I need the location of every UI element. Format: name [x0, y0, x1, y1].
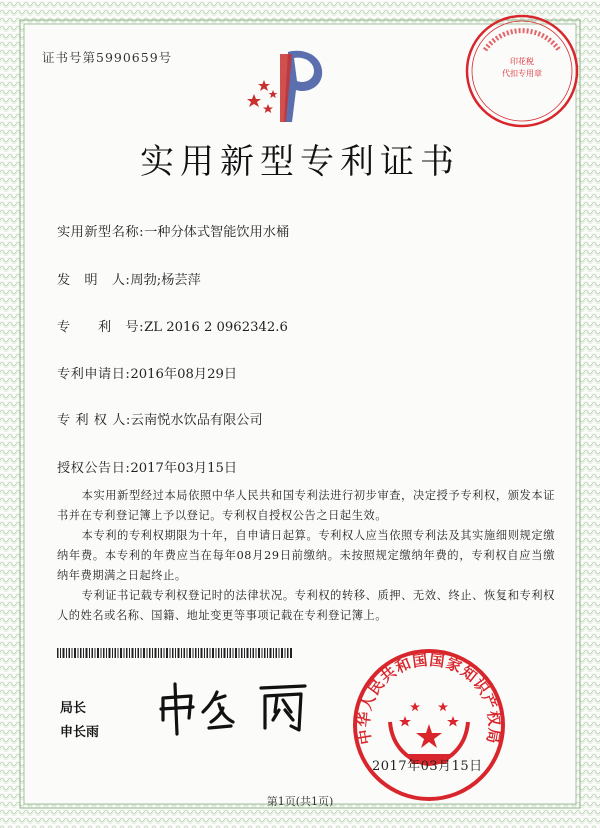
patent-number-row — [57, 316, 288, 335]
legal-paragraph-grant: 本实用新型经过本局依照中华人民共和国专利法进行初步审查，决定授予专利权，颁发本证书并在专利登记簿上予以登记。专利权自授权公告之日起生效。 — [57, 489, 555, 522]
issue-date: 2017年03月15日 — [372, 759, 483, 774]
inventor-label: 发 明 人: — [57, 273, 131, 288]
legal-text — [57, 486, 555, 626]
tax-stamp-seal-icon — [463, 12, 581, 130]
patent-number-value: ZL 2016 2 0962342.6 — [144, 320, 288, 335]
announcement-date-row — [57, 457, 237, 476]
svg-text:代扣专用章: 代扣专用章 — [502, 69, 542, 78]
director-block — [60, 697, 99, 745]
filing-date-label: 专利申请日: — [57, 367, 131, 382]
patentee-row — [57, 409, 263, 428]
page-title: 实用新型专利证书 — [140, 142, 460, 182]
svg-text:印花税: 印花税 — [510, 57, 534, 66]
official-seal-text: 中华人民共和国国家知识产权局 — [354, 650, 504, 746]
utility-model-name-row — [57, 221, 289, 240]
filing-date-value: 2016年08月29日 — [130, 367, 238, 382]
director-title: 局长 — [60, 701, 87, 716]
patent-number-label: 专 利 号: — [57, 320, 145, 335]
legal-paragraph-status: 专利证书记载专利权登记时的法律状况。专利权的转移、质押、无效、终止、恢复和专利权人的姓名或名称、国籍、地址变更等事项记载在专利登记簿上。 — [57, 589, 555, 622]
patentee-label: 专 利 权 人: — [57, 413, 131, 428]
utility-model-name-value: 一种分体式智能饮用水桶 — [144, 225, 290, 240]
page-number: 第1页(共1页) — [266, 795, 334, 808]
director-name: 申长雨 — [60, 725, 100, 740]
utility-model-name-label: 实用新型名称: — [57, 225, 145, 240]
filing-date-row — [57, 363, 237, 382]
official-red-seal-icon — [350, 646, 508, 804]
certificate-number: 证书号第5990659号 — [42, 50, 173, 65]
announcement-date-value: 2017年03月15日 — [130, 461, 238, 476]
sipo-logo-icon — [240, 44, 340, 126]
barcode-icon — [57, 648, 293, 658]
patentee-value: 云南悦水饮品有限公司 — [130, 413, 263, 428]
inventor-value: 周勃;杨芸萍 — [130, 273, 201, 288]
director-signature-icon — [155, 678, 320, 736]
legal-paragraph-term: 本专利的专利权期限为十年，自申请日起算。专利权人应当依照专利法及其实施细则规定缴纳年费。本专利的年费应当在每年08月29日前缴纳。未按照规定缴纳年费的，专利权自应当缴纳年费期满之日起终止。 — [57, 529, 555, 582]
announcement-date-label: 授权公告日: — [57, 461, 131, 476]
inventor-row — [57, 269, 201, 288]
